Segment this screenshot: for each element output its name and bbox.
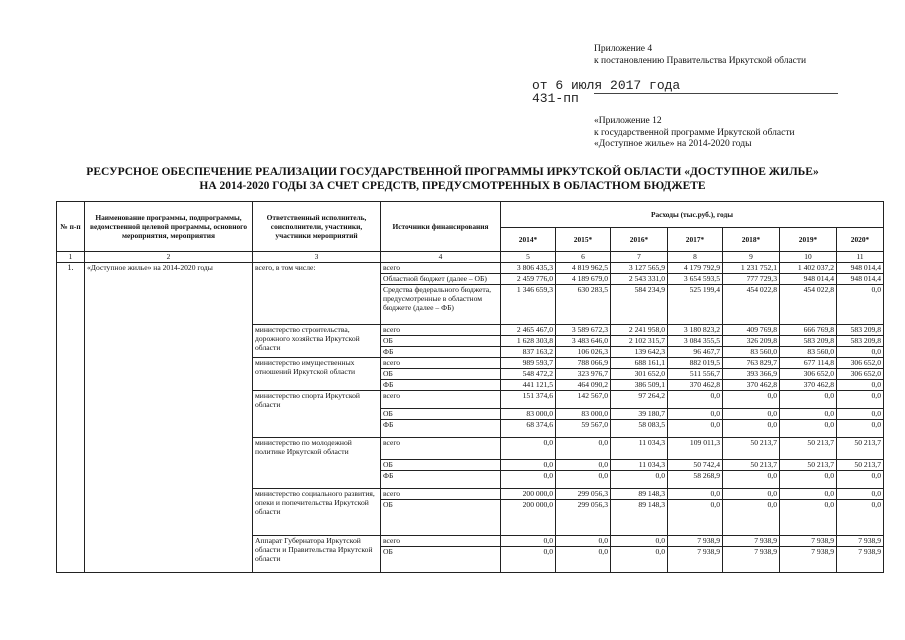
source-cell: ФБ: [381, 420, 501, 438]
document-title: [40, 165, 865, 193]
amount-cell: 0,0: [837, 380, 884, 391]
amount-cell: 4 179 792,9: [668, 263, 723, 274]
amount-cell: 2 102 315,7: [611, 336, 668, 347]
amount-cell: 0,0: [668, 489, 723, 500]
amount-cell: 0,0: [556, 438, 611, 460]
header-num: № п-п: [57, 202, 85, 252]
source-cell: ОБ: [381, 547, 501, 573]
amount-cell: 50 213,7: [723, 438, 780, 460]
amount-cell: 948 014,4: [837, 263, 884, 274]
amount-cell: 0,0: [780, 500, 837, 536]
header-year: 2019*: [780, 228, 837, 252]
column-number: 3: [253, 252, 381, 263]
amount-cell: 677 114,8: [780, 358, 837, 369]
amount-cell: 511 556,7: [668, 369, 723, 380]
amount-cell: 326 209,8: [723, 336, 780, 347]
amount-cell: 454 022,8: [780, 285, 837, 325]
amount-cell: 83 560,0: [723, 347, 780, 358]
source-cell: ОБ: [381, 500, 501, 536]
column-number: 8: [668, 252, 723, 263]
amount-cell: 393 366,9: [723, 369, 780, 380]
amount-cell: 548 472,2: [501, 369, 556, 380]
amount-cell: 0,0: [501, 547, 556, 573]
amount-cell: 0,0: [780, 391, 837, 409]
amount-cell: 306 652,0: [837, 369, 884, 380]
amount-cell: 7 938,9: [837, 547, 884, 573]
source-cell: Средства федерального бюджета, предусмотренные в областном бюджете (далее – ФБ): [381, 285, 501, 325]
amount-cell: 1 402 037,2: [780, 263, 837, 274]
amount-cell: 4 189 679,0: [556, 274, 611, 285]
amount-cell: 323 976,7: [556, 369, 611, 380]
column-number: 9: [723, 252, 780, 263]
executor-cell: министерство спорта Иркутской области: [253, 391, 381, 438]
amount-cell: 306 652,0: [780, 369, 837, 380]
amount-cell: 58 083,5: [611, 420, 668, 438]
source-cell: ФБ: [381, 471, 501, 489]
amount-cell: 7 938,9: [668, 547, 723, 573]
source-cell: всего: [381, 489, 501, 500]
amount-cell: 386 509,1: [611, 380, 668, 391]
source-cell: Областной бюджет (далее – ОБ): [381, 274, 501, 285]
amount-cell: 0,0: [611, 547, 668, 573]
amount-cell: 3 127 565,9: [611, 263, 668, 274]
amount-cell: 68 374,6: [501, 420, 556, 438]
amount-cell: 89 148,3: [611, 489, 668, 500]
amount-cell: 763 829,7: [723, 358, 780, 369]
source-cell: всего: [381, 536, 501, 547]
amount-cell: 0,0: [556, 536, 611, 547]
column-number: 1: [57, 252, 85, 263]
amount-cell: 4 819 962,5: [556, 263, 611, 274]
amount-cell: 7 938,9: [723, 547, 780, 573]
amount-cell: 109 011,3: [668, 438, 723, 460]
amount-cell: 0,0: [556, 460, 611, 471]
amount-cell: 83 560,0: [780, 347, 837, 358]
source-cell: ФБ: [381, 380, 501, 391]
column-number: 10: [780, 252, 837, 263]
decree-underline: [594, 93, 838, 94]
amount-cell: 0,0: [556, 471, 611, 489]
amount-cell: 50 213,7: [837, 438, 884, 460]
column-number: 7: [611, 252, 668, 263]
amount-cell: 0,0: [837, 420, 884, 438]
column-number: 2: [85, 252, 253, 263]
amount-cell: 0,0: [837, 285, 884, 325]
column-number: 11: [837, 252, 884, 263]
amount-cell: 0,0: [723, 409, 780, 420]
amount-cell: 370 462,8: [723, 380, 780, 391]
document-title-line-1: РЕСУРСНОЕ ОБЕСПЕЧЕНИЕ РЕАЛИЗАЦИИ ГОСУДАРСТВЕННОЙ ПРОГРАММЫ ИРКУТСКОЙ ОБЛАСТИ «ДОСТУПНОЕ ЖИЛЬЕ»: [86, 166, 819, 178]
decree-stamp: [532, 79, 680, 105]
amount-cell: 1 231 752,1: [723, 263, 780, 274]
source-cell: ОБ: [381, 460, 501, 471]
source-cell: ОБ: [381, 369, 501, 380]
amount-cell: 0,0: [501, 438, 556, 460]
column-number: 6: [556, 252, 611, 263]
resource-table: [56, 201, 884, 573]
amount-cell: 0,0: [780, 471, 837, 489]
amount-cell: 306 652,0: [837, 358, 884, 369]
amount-cell: 301 652,0: [611, 369, 668, 380]
amount-cell: 409 769,8: [723, 325, 780, 336]
document-title-line-2: НА 2014-2020 ГОДЫ ЗА СЧЕТ СРЕДСТВ, ПРЕДУСМОТРЕННЫХ В ОБЛАСТНОМ БЮДЖЕТЕ: [199, 180, 706, 192]
amount-cell: 0,0: [501, 471, 556, 489]
amount-cell: 583 209,8: [837, 336, 884, 347]
header-expenses: Расходы (тыс.руб.), годы: [501, 202, 884, 228]
amount-cell: 0,0: [837, 471, 884, 489]
row-number: 1.: [57, 263, 85, 573]
amount-cell: 83 000,0: [556, 409, 611, 420]
source-cell: всего: [381, 263, 501, 274]
appendix-4-block: [594, 44, 854, 67]
amount-cell: 464 090,2: [556, 380, 611, 391]
amount-cell: 0,0: [837, 391, 884, 409]
amount-cell: 441 121,5: [501, 380, 556, 391]
source-cell: всего: [381, 325, 501, 336]
amount-cell: 0,0: [837, 500, 884, 536]
header-executor: Ответственный исполнитель, соисполнители, участники, участники мероприятий: [253, 202, 381, 252]
amount-cell: 0,0: [837, 409, 884, 420]
amount-cell: 0,0: [668, 391, 723, 409]
amount-cell: 989 593,7: [501, 358, 556, 369]
amount-cell: 0,0: [611, 536, 668, 547]
amount-cell: 0,0: [780, 409, 837, 420]
amount-cell: 0,0: [501, 460, 556, 471]
amount-cell: 50 213,7: [780, 438, 837, 460]
amount-cell: 11 034,3: [611, 460, 668, 471]
amount-cell: 50 213,7: [723, 460, 780, 471]
amount-cell: 3 589 672,3: [556, 325, 611, 336]
executor-cell: министерство имущественных отношений Иркутской области: [253, 358, 381, 391]
header-year: 2014*: [501, 228, 556, 252]
source-cell: всего: [381, 391, 501, 409]
amount-cell: 0,0: [780, 420, 837, 438]
amount-cell: 299 056,3: [556, 500, 611, 536]
amount-cell: 882 019,5: [668, 358, 723, 369]
amount-cell: 7 938,9: [723, 536, 780, 547]
source-cell: всего: [381, 438, 501, 460]
amount-cell: 630 283,5: [556, 285, 611, 325]
amount-cell: 58 268,9: [668, 471, 723, 489]
amount-cell: 200 000,0: [501, 489, 556, 500]
decree-date: от 6 июля 2017 года: [532, 78, 681, 93]
executor-cell: министерство по молодежной политике Иркутской области: [253, 438, 381, 489]
amount-cell: 3 654 593,5: [668, 274, 723, 285]
amount-cell: 0,0: [668, 420, 723, 438]
amount-cell: 97 264,2: [611, 391, 668, 409]
amount-cell: 11 034,3: [611, 438, 668, 460]
amount-cell: 0,0: [556, 547, 611, 573]
amount-cell: 2 241 958,0: [611, 325, 668, 336]
amount-cell: 0,0: [723, 489, 780, 500]
amount-cell: 151 374,6: [501, 391, 556, 409]
amount-cell: 83 000,0: [501, 409, 556, 420]
amount-cell: 0,0: [723, 420, 780, 438]
column-number: 5: [501, 252, 556, 263]
amount-cell: 59 567,0: [556, 420, 611, 438]
amount-cell: 3 180 823,2: [668, 325, 723, 336]
amount-cell: 948 014,4: [837, 274, 884, 285]
appendix-12-block: [594, 116, 795, 151]
amount-cell: 139 642,3: [611, 347, 668, 358]
amount-cell: 688 161,1: [611, 358, 668, 369]
header-year: 2016*: [611, 228, 668, 252]
amount-cell: 7 938,9: [837, 536, 884, 547]
amount-cell: 50 213,7: [837, 460, 884, 471]
amount-cell: 0,0: [668, 409, 723, 420]
header-year: 2020*: [837, 228, 884, 252]
amount-cell: 7 938,9: [668, 536, 723, 547]
source-cell: ОБ: [381, 336, 501, 347]
appendix-4-title: Приложение 4: [594, 44, 653, 54]
executor-cell: министерство социального развития, опеки и попечительства Иркутской области: [253, 489, 381, 536]
header-year: 2017*: [668, 228, 723, 252]
amount-cell: 2 543 331,0: [611, 274, 668, 285]
amount-cell: 0,0: [611, 471, 668, 489]
header-year: 2018*: [723, 228, 780, 252]
amount-cell: 583 209,8: [780, 336, 837, 347]
amount-cell: 454 022,8: [723, 285, 780, 325]
amount-cell: 0,0: [837, 347, 884, 358]
amount-cell: 7 938,9: [780, 536, 837, 547]
appendix-12-program: «Доступное жилье» на 2014-2020 годы: [594, 139, 752, 149]
amount-cell: 1 346 659,3: [501, 285, 556, 325]
amount-cell: 3 084 355,5: [668, 336, 723, 347]
amount-cell: 3 483 646,0: [556, 336, 611, 347]
header-year: 2015*: [556, 228, 611, 252]
executor-cell: министерство строительства, дорожного хозяйства Иркутской области: [253, 325, 381, 358]
amount-cell: 0,0: [780, 489, 837, 500]
appendix-12-reference: к государственной программе Иркутской области: [594, 127, 795, 138]
amount-cell: 96 467,7: [668, 347, 723, 358]
amount-cell: 1 628 303,8: [501, 336, 556, 347]
header-source: Источники финансирования: [381, 202, 501, 252]
amount-cell: 0,0: [837, 489, 884, 500]
amount-cell: 525 199,4: [668, 285, 723, 325]
source-cell: всего: [381, 358, 501, 369]
executor-cell: всего, в том числе:: [253, 263, 381, 325]
table-row: [57, 263, 884, 274]
amount-cell: 584 234,9: [611, 285, 668, 325]
amount-cell: 788 066,9: [556, 358, 611, 369]
amount-cell: 0,0: [723, 391, 780, 409]
amount-cell: 3 806 435,3: [501, 263, 556, 274]
amount-cell: 39 180,7: [611, 409, 668, 420]
amount-cell: 837 163,2: [501, 347, 556, 358]
appendix-4-reference: к постановлению Правительства Иркутской области: [594, 55, 807, 66]
amount-cell: 0,0: [501, 536, 556, 547]
amount-cell: 370 462,8: [668, 380, 723, 391]
amount-cell: 0,0: [668, 500, 723, 536]
amount-cell: 89 148,3: [611, 500, 668, 536]
source-cell: ФБ: [381, 347, 501, 358]
decree-number: 431-пп: [532, 91, 579, 106]
amount-cell: 370 462,8: [780, 380, 837, 391]
amount-cell: 0,0: [723, 471, 780, 489]
amount-cell: 7 938,9: [780, 547, 837, 573]
amount-cell: 106 026,3: [556, 347, 611, 358]
amount-cell: 666 769,8: [780, 325, 837, 336]
amount-cell: 299 056,3: [556, 489, 611, 500]
program-name: «Доступное жилье» на 2014-2020 годы: [85, 263, 253, 573]
amount-cell: 50 213,7: [780, 460, 837, 471]
amount-cell: 583 209,8: [837, 325, 884, 336]
appendix-12-title: «Приложение 12: [594, 116, 662, 126]
amount-cell: 2 465 467,0: [501, 325, 556, 336]
header-program: Наименование программы, подпрограммы, ведомственной целевой программы, основного мероприятия, мероприятия: [85, 202, 253, 252]
amount-cell: 50 742,4: [668, 460, 723, 471]
source-cell: ОБ: [381, 409, 501, 420]
executor-cell: Аппарат Губернатора Иркутской области и Правительства Иркутской области: [253, 536, 381, 573]
amount-cell: 948 014,4: [780, 274, 837, 285]
amount-cell: 777 729,3: [723, 274, 780, 285]
amount-cell: 142 567,0: [556, 391, 611, 409]
amount-cell: 200 000,0: [501, 500, 556, 536]
column-number: 4: [381, 252, 501, 263]
amount-cell: 0,0: [723, 500, 780, 536]
amount-cell: 2 459 776,0: [501, 274, 556, 285]
